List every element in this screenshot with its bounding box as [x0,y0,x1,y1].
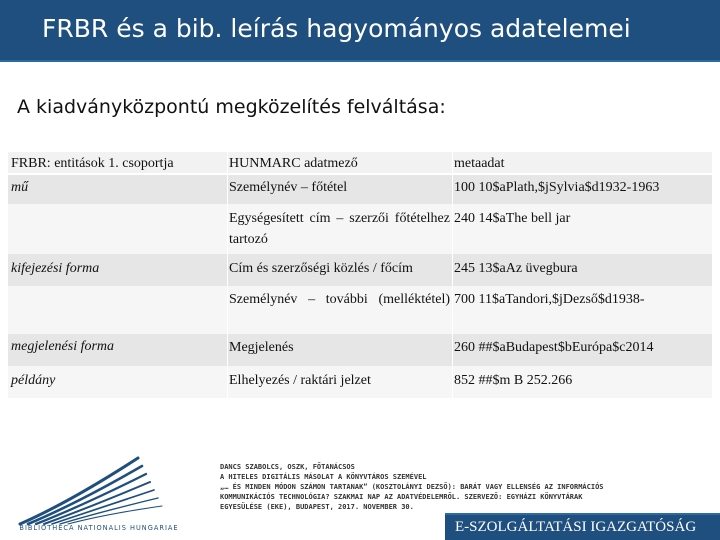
library-arcs-logo-icon [10,452,188,526]
table-row [8,174,712,204]
table-cell-value: 700 11$aTandori,$jDezső$d1938- [454,292,645,307]
credit-line: EGYESÜLÉSE (EKE), BUDAPEST, 2017. NOVEMBER 30. [220,503,414,511]
table-row [8,254,712,286]
footer-label: E-SZOLGÁLTATÁSI IGAZGATÓSÁG [455,519,697,535]
table-cell-field: Egységesített cím – szerzői főtételhez tartozó [229,211,450,247]
row-divider [8,173,712,175]
table-header-cell: metaadat [454,156,505,171]
table-cell-entity: kifejezési forma [11,261,100,276]
table-cell-field: Cím és szerzőségi közlés / főcím [229,261,413,276]
footer-bar [445,513,720,540]
slide-subtitle: A kiadványközpontú megközelítés felváltása: [17,96,446,118]
table-header-cell: HUNMARC adatmező [229,156,358,171]
table-cell-entity: megjelenési forma [11,339,115,354]
table-cell-value: 100 10$aPlath,$jSylvia$d1932-1963 [454,180,660,195]
table-cell-value: 240 14$aThe bell jar [454,211,571,226]
table-cell-field: Megjelenés [229,340,294,355]
credit-line: „… ÉS MINDEN MÓDON SZÁMON TARTANAK” (KOSZTOLÁNYI DEZSŐ): BARÁT VAGY ELLENSÉG AZ INFORMÁCIÓS [220,483,604,491]
table-header-cell: FRBR: entitások 1. csoportja [11,156,174,171]
table-cell-entity: mű [11,180,29,195]
table-cell-field: Személynév – főtétel [229,180,348,195]
table-cell-value: 245 13$aAz üvegbura [454,261,578,276]
table-cell-field: Elhelyezés / raktári jelzet [229,373,371,388]
credit-line: A HITELES DIGITÁLIS MÁSOLAT A KÖNYVTÁROS SZEMÉVEL [220,473,427,481]
table-cell-value: 260 ##$aBudapest$bEurópa$c2014 [454,340,654,355]
table-row [8,204,712,254]
table-cell-value: 852 ##$m B 252.266 [454,373,573,388]
credit-line: KOMMUNIKÁCIÓS TECHNOLÓGIA? SZAKMAI NAP AZ ADATVÉDELEMRŐL. SZERVEZŐ: EGYHÁZI KÖNYVTÁRAK [220,493,583,501]
column-divider [452,152,453,422]
presenter-credits [220,462,710,512]
table-row [8,286,712,334]
table-cell-entity: példány [11,373,56,388]
column-divider [227,152,228,422]
table-row [8,334,712,366]
table-header-row [8,152,712,174]
credit-line: DANCS SZABOLCS, OSZK, FŐTANÁCSOS [220,463,355,471]
table-row [8,366,712,398]
logo-caption: BIBLIOTHECA NATIONALIS HUNGARIAE [19,524,179,532]
frbr-table [8,152,712,422]
title-bar [0,0,720,62]
table-cell-field: Személynév – további (melléktétel) [229,292,450,307]
slide-title: FRBR és a bib. leírás hagyományos adatelemei [42,14,631,43]
